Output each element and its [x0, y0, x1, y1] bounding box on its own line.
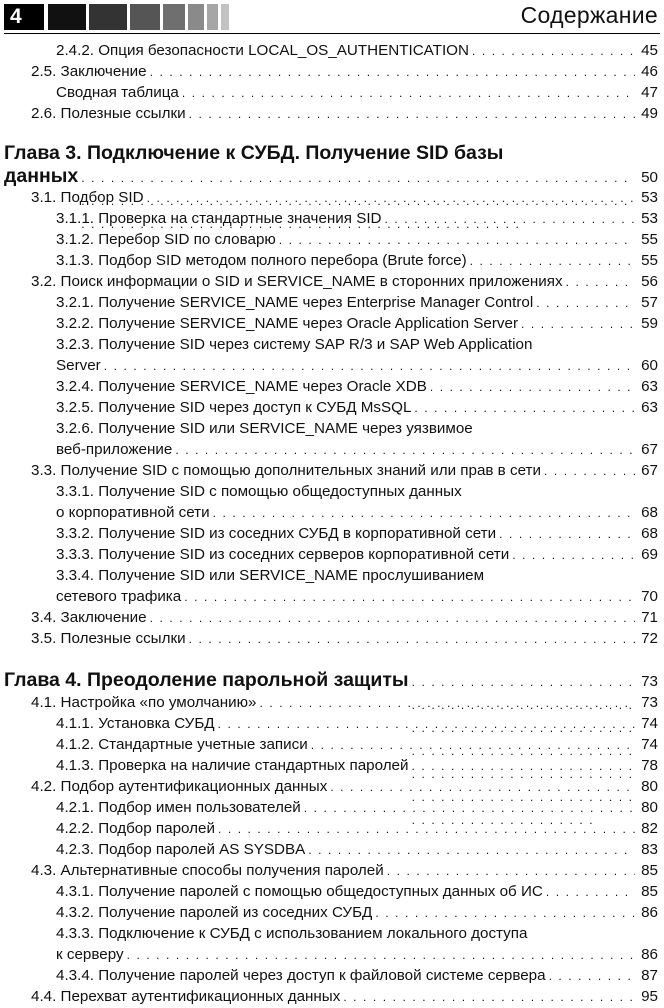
- toc-entry[interactable]: 3.1.1. Проверка на стандартные значения SID . . . 53: [0, 208, 658, 229]
- toc-entry[interactable]: 3.2.2. Получение SERVICE_NAME через Oracle Application Server . . . 59: [0, 313, 658, 334]
- toc-entry[interactable]: 3.5. Полезные ссылки . . . 72: [0, 628, 658, 649]
- header-decor-blocks: [48, 4, 229, 30]
- decor-block: [89, 4, 127, 30]
- toc-entry[interactable]: 2.4.2. Опция безопасности LOCAL_OS_AUTHENTICATION . . . 45: [0, 40, 658, 61]
- chapter-heading[interactable]: Глава 4. Преодоление парольной защиты . . . 73: [0, 669, 658, 692]
- decor-block: [221, 4, 229, 30]
- chapter4-entries: [0, 692, 664, 1007]
- decor-block: [130, 4, 160, 30]
- toc-entry[interactable]: 3.2. Поиск информации о SID и SERVICE_NAME в сторонних приложениях . . . 56: [0, 271, 658, 292]
- toc-entry[interactable]: 4.4. Перехват аутентификационных данных . . . 95: [0, 986, 658, 1007]
- toc-entry[interactable]: 3.2.6. Получение SID или SERVICE_NAME через уязвимое веб-приложение . . . 67: [0, 418, 658, 460]
- toc-entry[interactable]: 3.1. Подбор SID . . . 53: [0, 187, 658, 208]
- toc-entry[interactable]: 3.2.1. Получение SERVICE_NAME через Enterprise Manager Control . . . 57: [0, 292, 658, 313]
- toc-entry[interactable]: 3.3.3. Получение SID из соседних серверов корпоративной сети . . . 69: [0, 544, 658, 565]
- decor-block: [207, 4, 218, 30]
- decor-block: [163, 4, 185, 30]
- toc-entry[interactable]: 4.2.3. Подбор паролей AS SYSDBA . . . 83: [0, 839, 658, 860]
- toc-entry[interactable]: 2.5. Заключение . . . 46: [0, 61, 658, 82]
- decor-block: [48, 4, 86, 30]
- toc-entry[interactable]: 3.3.2. Получение SID из соседних СУБД в корпоративной сети . . . 68: [0, 523, 658, 544]
- toc-entry[interactable]: 3.3.4. Получение SID или SERVICE_NAME прослушиванием сетевого трафика . . . 70: [0, 565, 658, 607]
- toc-entry[interactable]: 4.1.3. Проверка на наличие стандартных паролей . . . 78: [0, 755, 658, 776]
- toc-entry[interactable]: 4.3.4. Получение паролей через доступ к файловой системе сервера . . . 87: [0, 965, 658, 986]
- page-header: [0, 0, 664, 34]
- toc-entry[interactable]: 3.3.1. Получение SID с помощью общедоступных данных о корпоративной сети . . . 68: [0, 481, 658, 523]
- toc-entry[interactable]: 4.3. Альтернативные способы получения паролей . . . 85: [0, 860, 658, 881]
- table-of-contents: [0, 40, 664, 1007]
- toc-entry[interactable]: 3.4. Заключение . . . 71: [0, 607, 658, 628]
- decor-block: [188, 4, 204, 30]
- toc-entry[interactable]: 3.1.3. Подбор SID методом полного перебора (Brute force) . . . 55: [0, 250, 658, 271]
- toc-entry[interactable]: 3.2.3. Получение SID через систему SAP R/3 и SAP Web Application Server . . . 60: [0, 334, 658, 376]
- toc-entry[interactable]: 4.2.2. Подбор паролей . . . 82: [0, 818, 658, 839]
- page-number: 4: [4, 4, 44, 30]
- toc-entry[interactable]: 4.1.2. Стандартные учетные записи . . . 74: [0, 734, 658, 755]
- toc-entry[interactable]: 4.3.1. Получение паролей с помощью общедоступных данных об ИС . . . 85: [0, 881, 658, 902]
- running-title: Содержание: [520, 2, 658, 28]
- toc-entry[interactable]: 3.2.5. Получение SID через доступ к СУБД MsSQL . . . 63: [0, 397, 658, 418]
- chapter-heading[interactable]: Глава 3. Подключение к СУБД. Получение SID базы данных . . . 50: [0, 142, 658, 187]
- toc-entry[interactable]: 3.1.2. Перебор SID по словарю . . . 55: [0, 229, 658, 250]
- toc-entry[interactable]: 3.3. Получение SID с помощью дополнительных знаний или прав в сети . . . 67: [0, 460, 658, 481]
- toc-entry[interactable]: 4.1. Настройка «по умолчанию» . . . 73: [0, 692, 658, 713]
- toc-entry[interactable]: 4.2. Подбор аутентификационных данных . . . 80: [0, 776, 658, 797]
- chapter3-entries: [0, 187, 664, 649]
- toc-entry[interactable]: 4.1.1. Установка СУБД . . . 74: [0, 713, 658, 734]
- toc-entry[interactable]: 4.3.3. Подключение к СУБД с использованием локального доступа к серверу . . . 86: [0, 923, 658, 965]
- toc-entry[interactable]: 2.6. Полезные ссылки . . . 49: [0, 103, 658, 124]
- header-rule: [4, 33, 660, 34]
- toc-entry[interactable]: 4.3.2. Получение паролей из соседних СУБД . . . 86: [0, 902, 658, 923]
- toc-entry[interactable]: Сводная таблица . . . 47: [0, 82, 658, 103]
- toc-entry[interactable]: 4.2.1. Подбор имен пользователей . . . 80: [0, 797, 658, 818]
- toc-entry[interactable]: 3.2.4. Получение SERVICE_NAME через Oracle XDB . . . 63: [0, 376, 658, 397]
